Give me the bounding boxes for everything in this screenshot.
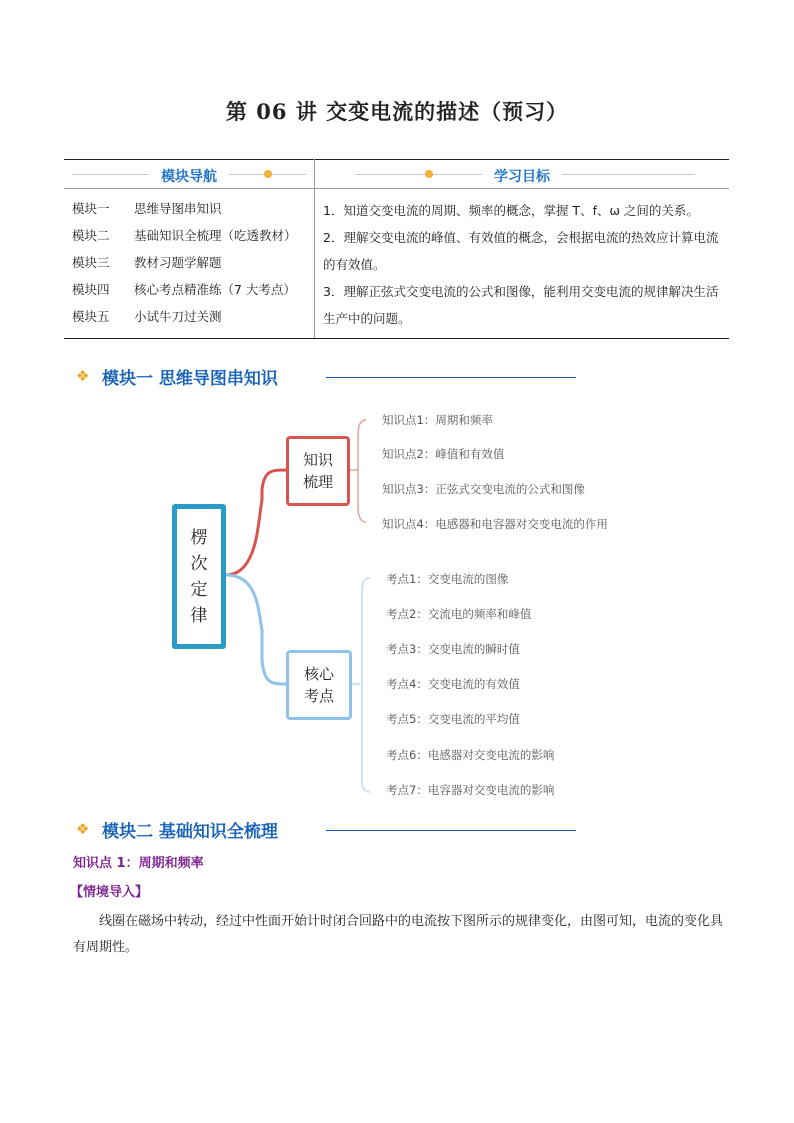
- mindmap-leaf: 知识点3：正弦式交变电流的公式和图像: [382, 482, 585, 496]
- mindmap-branch-knowledge: 知识 梳理: [286, 436, 350, 506]
- double-arrow-icon: ❖: [76, 820, 90, 838]
- nav-item[interactable]: 模块三 教材习题学解题: [72, 255, 222, 270]
- mindmap-leaf: 考点7：电容器对交变电流的影响: [386, 783, 555, 797]
- page-title: 第 06 讲 交变电流的描述（预习）: [225, 99, 569, 124]
- branch1-leaf-bracket: [350, 420, 366, 522]
- mindmap-root: 楞 次 定 律: [172, 504, 226, 649]
- nav-header-label: 模块导航: [149, 169, 229, 185]
- nav-item[interactable]: 模块一 思维导图串知识: [72, 201, 222, 216]
- mindmap-leaf: 考点4：交变电流的有效值: [386, 677, 520, 691]
- mindmap-leaf: 知识点2：峰值和有效值: [382, 447, 505, 461]
- intro-paragraph: 线圈在磁场中转动，经过中性面开始计时闭合回路中的电流按下图所示的规律变化，由图可知，电流的变化具有周期性。: [73, 914, 724, 955]
- double-arrow-icon: ❖: [76, 367, 90, 385]
- mindmap-leaf: 考点3：交变电流的瞬时值: [386, 642, 520, 656]
- nav-item[interactable]: 模块二 基础知识全梳理（吃透教材）: [72, 228, 297, 243]
- mindmap-leaf: 考点6：电感器对交变电流的影响: [386, 748, 555, 762]
- nav-item[interactable]: 模块四 核心考点精准练（7 大考点）: [72, 282, 296, 297]
- branch2-connector: [226, 575, 286, 684]
- mindmap-branch-core: 核心 考点: [286, 650, 352, 720]
- mindmap-leaf: 考点5：交变电流的平均值: [386, 712, 520, 726]
- goal-item: 2．理解交变电流的峰值、有效值的概念，会根据电流的热效应计算电流的有效值。: [323, 230, 719, 272]
- goal-item: 3．理解正弦式交变电流的公式和图像，能利用交变电流的规律解决生活生产中的问题。: [323, 284, 719, 326]
- nav-item[interactable]: 模块五 小试牛刀过关测: [72, 309, 222, 324]
- branch2-leaf-bracket: [352, 578, 370, 792]
- goals-header-label: 学习目标: [482, 169, 562, 185]
- mindmap-leaf: 知识点1：周期和频率: [382, 413, 493, 427]
- mindmap-leaf: 考点2：交流电的频率和峰值: [386, 607, 532, 621]
- mindmap-leaf: 知识点4：电感器和电容器对交变电流的作用: [382, 517, 608, 531]
- branch1-connector: [226, 470, 286, 575]
- goal-item: 1．知道交变电流的周期、频率的概念，掌握 T、f、ω 之间的关系。: [323, 203, 699, 218]
- scenario-title: 【情境导入】: [70, 885, 149, 900]
- mindmap-leaf: 考点1：交变电流的图像: [386, 572, 509, 586]
- knowledge-point-title: 知识点 1：周期和频率: [73, 856, 204, 871]
